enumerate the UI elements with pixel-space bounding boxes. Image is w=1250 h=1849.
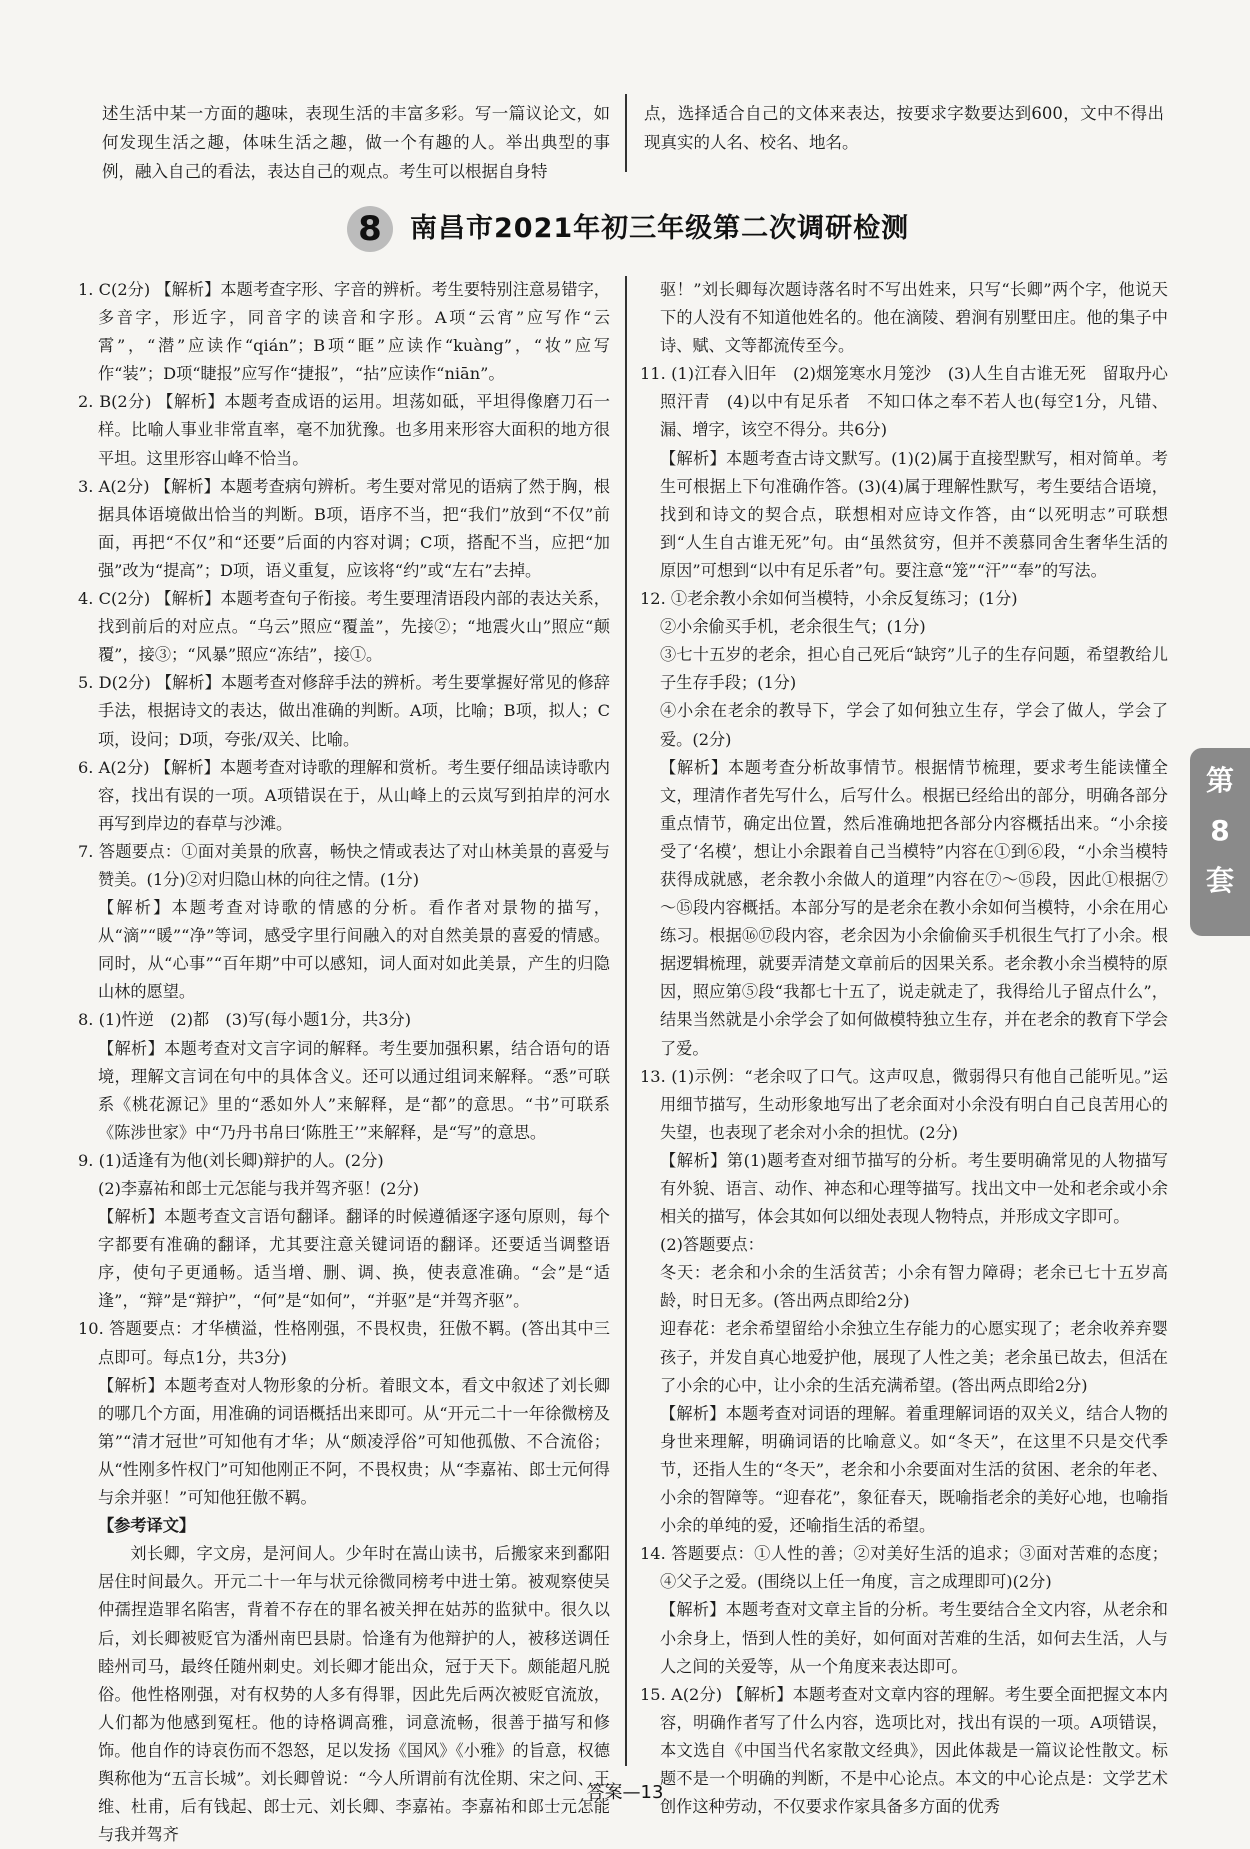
answer-paragraph: (2)李嘉祐和郎士元怎能与我并驾齐驱！(2分) bbox=[98, 1179, 420, 1198]
answer-paragraph: 10. 答题要点：才华横溢，性格刚强，不畏权贵，狂傲不羁。(答出其中三点即可。每点1分，共3分) bbox=[78, 1319, 610, 1367]
answer-paragraph: 9. (1)适逢有为他(刘长卿)辩护的人。(2分) bbox=[78, 1150, 384, 1170]
answer-paragraph: 【解析】本题考查古诗文默写。(1)(2)属于直接型默写，相对简单。考生可根据上下句准确作答。(3)(4)属于理解性默写，考生要结合语境，找到和诗文的契合点，联想相对应诗文作答，由“以死明志”可联想到“人生自古谁无死”句。由“虽然贫穷，但并不羡慕同舍生奢华生活的原因”可想到“以中有足乐者”句。要注意“笼”“汗”“奉”的写法。 bbox=[660, 448, 1168, 580]
answer-paragraph: 5. D(2分) 【解析】本题考查对修辞手法的辨析。考生要掌握好常见的修辞手法，根据诗文的表达，做出准确的判断。A项，比喻；B项，拟人；C项，设问；D项，夸张/双关、比喻。 bbox=[78, 673, 610, 749]
answer-paragraph: 驱！”刘长卿每次题诗落名时不写出姓来，只写“长卿”两个字，他说天下的人没有不知道他姓名的。他在滴陵、碧涧有别墅田庄。他的集子中诗、赋、文等都流传至今。 bbox=[660, 280, 1168, 356]
section-number-badge: 8 bbox=[347, 206, 393, 252]
answer-paragraph: 【解析】本题考查文言语句翻译。翻译的时候遵循逐字逐句原则，每个字都要有准确的翻译，尤其要注意关键词语的翻译。还要适当调整语序，使句子更通畅。适当增、删、调、换，使表意准确。“会”是“适逢”，“辩”是“辩护”，“何”是“如何”，“并驱”是“并驾齐驱”。 bbox=[98, 1207, 610, 1311]
set-tab-char: 套 bbox=[1205, 864, 1234, 897]
answer-paragraph: 迎春花：老余希望留给小余独立生存能力的心愿实现了；老余收养弃婴孩子，并发自真心地爱护他，展现了人性之美；老余虽已故去，但活在了小余的心中，让小余的生活充满希望。(答出两点即给2分) bbox=[660, 1319, 1168, 1395]
answer-paragraph: 8. (1)忤逆 (2)都 (3)写(每小题1分，共3分) bbox=[78, 1010, 412, 1030]
answer-paragraph: 1. C(2分) 【解析】本题考查字形、字音的辨析。考生要特别注意易错字，多音字，形近字，同音字的读音和字形。A项“云宵”应写作“云霄”，“潜”应读作“qián”；B项“眶”应读作“kuàng”，“妆”应写作“装”；D项“睫报”应写作“捷报”，“拈”应读作“niān”。 bbox=[78, 280, 610, 384]
top-column-divider bbox=[625, 94, 627, 172]
answer-paragraph: 11. (1)江春入旧年 (2)烟笼寒水月笼沙 (3)人生自古谁无死 留取丹心照汗青 (4)以中有足乐者 不知口体之奉不若人也(每空1分，凡错、漏、增字，该空不得分。共6分) bbox=[640, 364, 1168, 440]
column-divider bbox=[625, 276, 627, 1766]
answer-paragraph: 13. (1)示例：“老余叹了口气。这声叹息，微弱得只有他自己能听见。”运用细节描写，生动形象地写出了老余面对小余没有明白自己良苦用心的失望，也表现了老余对小余的担忧。(2分) bbox=[640, 1066, 1168, 1142]
top-left-text: 述生活中某一方面的趣味，表现生活的丰富多彩。写一篇议论文，如何发现生活之趣，体味生活之趣，做一个有趣的人。举出典型的事例，融入自己的看法，表达自己的观点。考生可以根据自身特 bbox=[102, 104, 610, 181]
answer-paragraph: 12. ①老余教小余如何当模特，小余反复练习；(1分) bbox=[640, 589, 1018, 609]
page-footer: 答案—13 bbox=[586, 1782, 664, 1803]
answer-paragraph: 【解析】本题考查分析故事情节。根据情节梳理，要求考生能读懂全文，理清作者先写什么，后写什么。根据已经给出的部分，明确各部分重点情节，确定出位置，然后准确地把各部分内容概括出来。“小余接受了‘名模’，想让小余跟着自己当模特”内容在①到⑥段，“小余当模特获得成就感，老余教小余做人的道理”内容在⑦～⑮段，因此①根据⑦～⑮段内容概括。本部分写的是老余在教小余如何当模特，小余在用心练习。根据⑯⑰段内容，老余因为小余偷偷买手机很生气打了小余。根据逻辑梳理，就要弄清楚文章前后的因果关系。老余教小余当模特的原因，照应第⑤段“我都七十五了，说走就走了，我得给儿子留点什么”，结果当然就是小余学会了如何做模特独立生存，并在老余的教育下学会了爱。 bbox=[660, 757, 1168, 1058]
answer-paragraph: (2)答题要点： bbox=[660, 1235, 764, 1255]
answer-paragraph: 冬天：老余和小余的生活贫苦；小余有智力障碍；老余已七十五岁高龄，时日无多。(答出两点即给2分) bbox=[660, 1263, 1168, 1311]
answer-paragraph: 【解析】本题考查对词语的理解。着重理解词语的双关义，结合人物的身世来理解，明确词语的比喻意义。如“冬天”，在这里不只是交代季节，还指人生的“冬天”，老余和小余要面对生活的贫困、老余的年老、小余的智障等。“迎春花”，象征春天，既喻指老余的美好心地，也喻指小余的单纯的爱，还喻指生活的希望。 bbox=[660, 1403, 1168, 1536]
answer-paragraph: 2. B(2分) 【解析】本题考查成语的运用。坦荡如砥，平坦得像磨刀石一样。比喻人事业非常直率，毫不加犹豫。也多用来形容大面积的地方很平坦。这里形容山峰不恰当。 bbox=[78, 392, 610, 468]
answer-paragraph: 【解析】本题考查对人物形象的分析。着眼文本，看文中叙述了刘长卿的哪几个方面，用准确的词语概括出来即可。从“开元二十一年徐微榜及第”“清才冠世”可知他有才华；从“颇凌浮俗”可知他孤傲、不合流俗；从“性刚多忤权门”可知他刚正不阿，不畏权贵；从“李嘉祐、郎士元何得与余并驱！”可知他狂傲不羁。 bbox=[98, 1375, 610, 1508]
left-column bbox=[78, 276, 610, 1849]
top-right-text: 点，选择适合自己的文体来表达，按要求字数要达到600，文中不得出现真实的人名、校名、地名。 bbox=[644, 104, 1164, 152]
answer-paragraph: 3. A(2分) 【解析】本题考查病句辨析。考生要对常见的语病了然于胸，根据具体语境做出恰当的判断。B项，语序不当，把“我们”放到“不仅”前面，再把“不仅”和“还要”后面的内容对调；C项，搭配不当，应把“加强”改为“提高”；D项，语义重复，应该将“约”或“左右”去掉。 bbox=[78, 476, 610, 580]
answer-paragraph: 【解析】本题考查对文言字词的解释。考生要加强积累，结合语句的语境，理解文言词在句中的具体含义。还可以通过组词来解释。“悉”可联系《桃花源记》里的“悉如外人”来解释，是“都”的意思。“书”可联系《陈涉世家》中“乃丹书帛曰‘陈胜王’”来解释，是“写”的意思。 bbox=[98, 1038, 610, 1142]
set-number-tab bbox=[1190, 748, 1250, 936]
section-title: 南昌市2021年初三年级第二次调研检测 bbox=[410, 213, 910, 244]
answer-paragraph: 4. C(2分) 【解析】本题考查句子衔接。考生要理清语段内部的表达关系，找到前后的对应点。“乌云”照应“覆盖”，先接②；“地震火山”照应“颠覆”，接③；“风暴”照应“冻结”，接①。 bbox=[78, 589, 610, 665]
right-column bbox=[640, 276, 1168, 1821]
answer-paragraph: 【解析】本题考查对诗歌的情感的分析。看作者对景物的描写，从“滴”“暖”“净”等词，感受字里行间融入的对自然美景的喜爱的情感。同时，从“心事”“百年期”中可以感知，词人面对如此美景，产生的归隐山林的愿望。 bbox=[98, 898, 610, 1002]
set-tab-number: 8 bbox=[1210, 814, 1230, 847]
answer-paragraph: 【参考译文】 bbox=[98, 1516, 196, 1536]
set-tab-char: 第 bbox=[1205, 764, 1234, 797]
answer-paragraph: ③七十五岁的老余，担心自己死后“缺窍”儿子的生存问题，希望教给儿子生存手段；(1分) bbox=[660, 645, 1168, 693]
answer-paragraph: 14. 答题要点：①人性的善；②对美好生活的追求；③面对苦难的态度；④父子之爱。(围绕以上任一角度，言之成理即可)(2分) bbox=[640, 1544, 1168, 1592]
section-header bbox=[0, 200, 1250, 264]
answer-paragraph: 6. A(2分) 【解析】本题考查对诗歌的理解和赏析。考生要仔细品读诗歌内容，找出有误的一项。A项错误在于，从山峰上的云岚写到拍岸的河水再写到岸边的春草与沙滩。 bbox=[78, 757, 610, 833]
answer-paragraph: 15. A(2分) 【解析】本题考查对文章内容的理解。考生要全面把握文本内容，明确作者写了什么内容，选项比对，找出有误的一项。A项错误，本文选自《中国当代名家散文经典》，因此体裁是一篇议论性散文。标题不是一个明确的判断，不是中心论点。本文的中心论点是：文学艺术创作这种劳动，不仅要求作家具备多方面的优秀 bbox=[640, 1684, 1168, 1817]
answer-paragraph: ④小余在老余的教导下，学会了如何独立生存，学会了做人，学会了爱。(2分) bbox=[660, 701, 1168, 749]
answer-paragraph: 7. 答题要点：①面对美景的欣喜，畅快之情或表达了对山林美景的喜爱与赞美。(1分)②对归隐山林的向往之情。(1分) bbox=[78, 841, 610, 889]
answer-paragraph: 刘长卿，字文房，是河间人。少年时在嵩山读书，后搬家来到鄱阳居住时间最久。开元二十一年与状元徐微同榜考中进士第。被观察使吴仲孺捏造罪名陷害，背着不存在的罪名被关押在姑苏的监狱中。很久以后，刘长卿被贬官为潘州南巴县尉。恰逢有为他辩护的人，被移送调任睦州司马，最终任随州刺史。刘长卿才能出众，冠于天下。颇能超凡脱俗。他性格刚强，对有权势的人多有得罪，因此先后两次被贬官流放，人们都为他感到冤枉。他的诗格调高雅，词意流畅，很善于描写和修饰。他自作的诗哀伤而不怨怒，足以发扬《国风》《小雅》的旨意，权德舆称他为“五言长城”。刘长卿曾说：“今人所谓前有沈佺期、宋之问、王维、杜甫，后有钱起、郎士元、刘长卿、李嘉祐。李嘉祐和郎士元怎能与我并驾齐 bbox=[98, 1544, 610, 1845]
answer-paragraph: 【解析】本题考查对文章主旨的分析。考生要结合全文内容，从老余和小余身上，悟到人性的美好，如何面对苦难的生活，如何去生活，人与人之间的关爱等，从一个角度来表达即可。 bbox=[660, 1600, 1168, 1676]
answer-paragraph: ②小余偷买手机，老余很生气；(1分) bbox=[660, 617, 926, 637]
answer-paragraph: 【解析】第(1)题考查对细节描写的分析。考生要明确常见的人物描写有外貌、语言、动作、神态和心理等描写。找出文中一处和老余或小余相关的描写，体会其如何以细处表现人物特点，并形成文字即可。 bbox=[660, 1150, 1168, 1227]
